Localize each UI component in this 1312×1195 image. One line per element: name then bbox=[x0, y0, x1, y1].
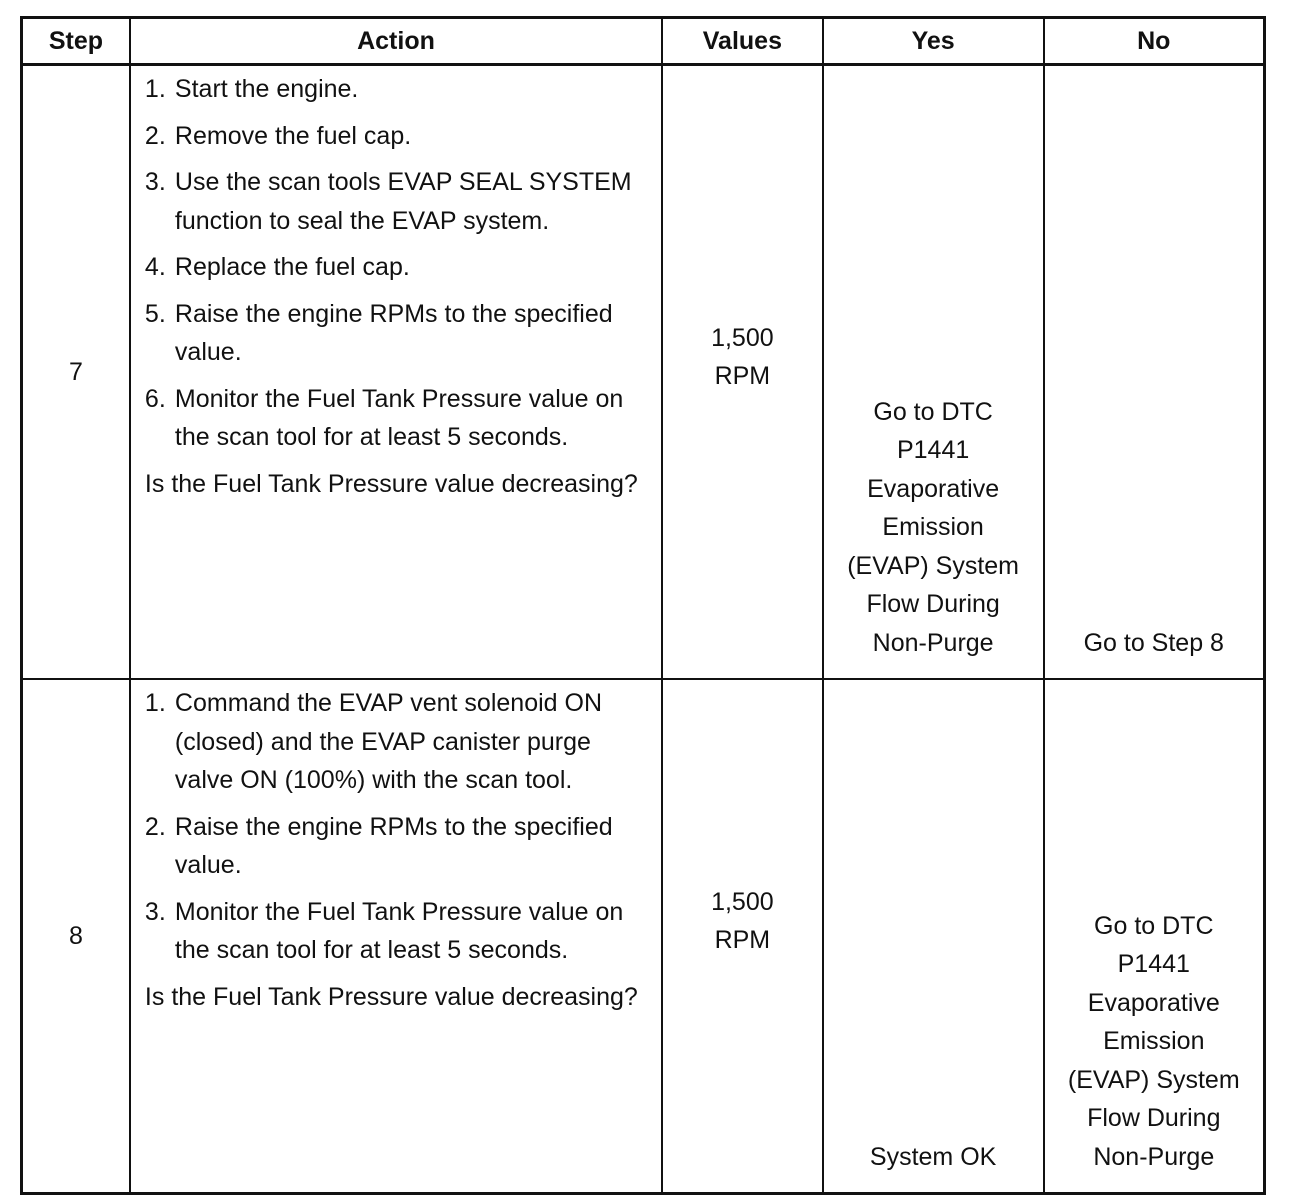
header-row bbox=[22, 18, 1265, 65]
values-text: 1,500 RPM bbox=[711, 323, 774, 390]
step-number: 7 bbox=[22, 65, 130, 680]
action-step: 4. Replace the fuel cap. bbox=[144, 253, 410, 281]
action-step-text: Start the engine. bbox=[174, 75, 359, 103]
header-values: Values bbox=[662, 18, 823, 65]
step-number: 8 bbox=[22, 679, 130, 1194]
no-cell bbox=[1044, 65, 1265, 680]
action-step-text: Raise the engine RPMs to the specified value. bbox=[174, 299, 613, 366]
action-step: 1. Start the engine. bbox=[144, 75, 359, 103]
action-step: 2. Raise the engine RPMs to the specified value. bbox=[144, 812, 613, 879]
action-step: 5. Raise the engine RPMs to the specified value. bbox=[144, 299, 613, 366]
yes-cell bbox=[823, 65, 1044, 680]
values-text: 1,500 RPM bbox=[711, 887, 774, 954]
action-question: Is the Fuel Tank Pressure value decreasing? bbox=[144, 469, 638, 498]
header-yes: Yes bbox=[823, 18, 1044, 65]
action-cell bbox=[130, 679, 662, 1194]
header-action: Action bbox=[130, 18, 662, 65]
action-step-text: Command the EVAP vent solenoid ON (closed) and the EVAP canister purge valve ON (100%) with the scan tool. bbox=[174, 689, 602, 794]
action-step: 6. Monitor the Fuel Tank Pressure value on the scan tool for at least 5 seconds. bbox=[144, 384, 624, 451]
header-no: No bbox=[1044, 18, 1265, 65]
action-question: Is the Fuel Tank Pressure value decreasing? bbox=[144, 982, 638, 1011]
no-outcome-text: Go to DTC P1441 Evaporative Emission (EVAP) System Flow During Non-Purge bbox=[1067, 911, 1240, 1171]
yes-cell bbox=[823, 679, 1044, 1194]
action-step: 3. Use the scan tools EVAP SEAL SYSTEM function to seal the EVAP system. bbox=[144, 168, 632, 235]
yes-outcome-text: Go to DTC P1441 Evaporative Emission (EVAP) System Flow During Non-Purge bbox=[847, 397, 1020, 657]
yes-outcome-text: System OK bbox=[869, 1142, 997, 1171]
action-cell bbox=[130, 65, 662, 680]
values-cell bbox=[662, 679, 823, 1194]
action-step-text: Monitor the Fuel Tank Pressure value on the scan tool for at least 5 seconds. bbox=[174, 384, 624, 451]
action-step-text: Replace the fuel cap. bbox=[174, 253, 410, 281]
diagnostic-table bbox=[20, 16, 1266, 1195]
header-step: Step bbox=[22, 18, 130, 65]
table-body bbox=[22, 65, 1265, 1194]
table-row-step-7 bbox=[22, 65, 1265, 680]
action-steps-list bbox=[145, 70, 649, 457]
action-step: 3. Monitor the Fuel Tank Pressure value on the scan tool for at least 5 seconds. bbox=[144, 897, 624, 964]
table-header bbox=[22, 18, 1265, 65]
no-cell bbox=[1044, 679, 1265, 1194]
action-steps-list bbox=[145, 684, 649, 970]
action-step-text: Raise the engine RPMs to the specified value. bbox=[174, 812, 613, 879]
action-step-text: Remove the fuel cap. bbox=[174, 121, 412, 150]
action-step: 2. Remove the fuel cap. bbox=[144, 121, 412, 150]
values-cell bbox=[662, 65, 823, 680]
action-step: 1. Command the EVAP vent solenoid ON (closed) and the EVAP canister purge valve ON (100%) with the scan tool. bbox=[144, 689, 602, 794]
action-step-text: Use the scan tools EVAP SEAL SYSTEM function to seal the EVAP system. bbox=[174, 168, 632, 235]
action-step-text: Monitor the Fuel Tank Pressure value on the scan tool for at least 5 seconds. bbox=[174, 897, 624, 964]
no-outcome-text: Go to Step 8 bbox=[1083, 628, 1224, 657]
table-row-step-8 bbox=[22, 679, 1265, 1194]
